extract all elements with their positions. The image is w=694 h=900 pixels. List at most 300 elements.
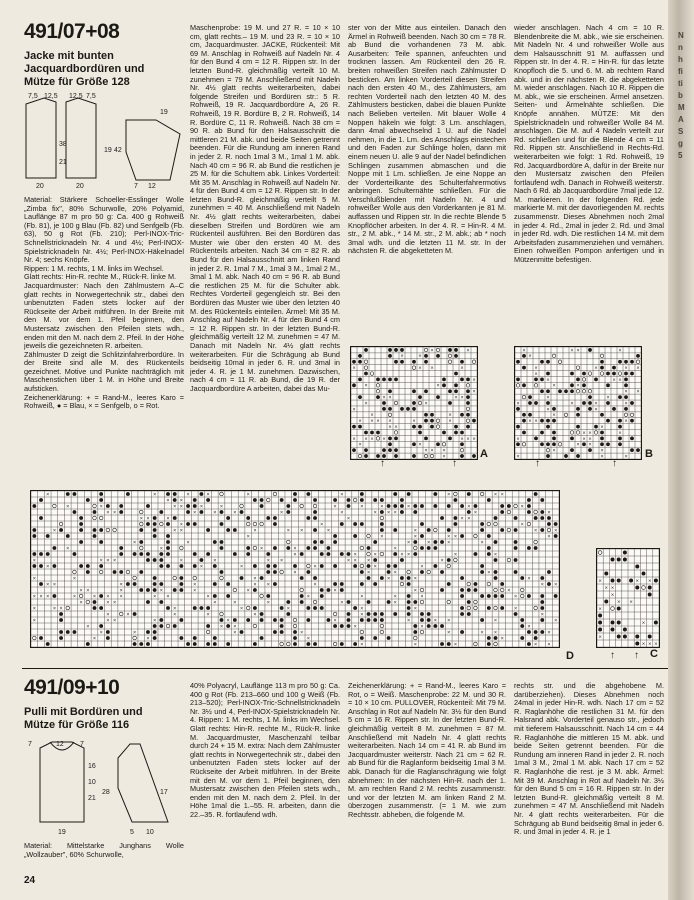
svg-text:×: × [648,578,652,585]
svg-text:×: × [340,599,344,606]
svg-text:×: × [153,491,157,498]
svg-text:×: × [253,575,257,582]
svg-text:×: × [166,593,170,600]
svg-text:×: × [382,436,386,443]
svg-text:×: × [454,394,458,401]
schematic-label: 12,5 [44,93,58,100]
svg-text:×: × [92,593,97,600]
svg-text:×: × [352,436,356,443]
svg-text:×: × [119,587,123,594]
svg-text:×: × [436,383,440,390]
pattern2-schematic [22,738,182,836]
schematic-label: 7,5 [86,93,96,100]
svg-text:×: × [186,539,190,546]
svg-text:×: × [407,539,411,546]
svg-text:×: × [527,623,531,630]
svg-text:×: × [516,436,520,443]
schematic-label: 7 [28,741,32,748]
svg-text:×: × [353,557,357,564]
chart-a-label: A [480,448,488,460]
svg-text:×: × [153,617,157,624]
svg-text:×: × [393,569,397,576]
pattern1-number: 491/07+08 [24,20,120,43]
svg-text:×: × [346,515,351,522]
svg-text:×: × [500,491,504,498]
svg-text:×: × [333,503,337,510]
schematic-label: 21 [88,795,96,802]
svg-text:×: × [654,641,658,647]
svg-text:×: × [179,557,183,564]
svg-text:×: × [293,569,297,576]
svg-text:×: × [618,377,622,384]
svg-text:×: × [52,581,56,588]
arrow-marker: ↑ [634,650,639,661]
svg-text:×: × [413,641,417,647]
svg-text:×: × [547,509,551,516]
svg-text:×: × [293,545,297,552]
svg-text:×: × [635,578,639,585]
svg-text:×: × [576,347,580,354]
jacquard-text: Jacquardmuster: Nach den Zählmustern A–C glatt rechts in Norwegertechnik str., dabei den unbenutzten Faden stets locker auf der Rückseite der Arbeit mitführen. In der Breite mit den M. vor dem 1. Pfeil beginnen, den Mustersatz zwischen den Pfeilen stets wdh., enden mit den M. nach dem 2. Pfeil. In der Höhe jeweils die gezeichneten R. arbeiten. [24,280,184,351]
svg-text:×: × [79,599,83,606]
svg-text:×: × [540,611,544,618]
pattern1-title: Jacke mit bunten Jacquardbordüren und Mütze für Größe 128 [24,50,145,88]
pattern2-column4: rechts str. und die abgehobene M. darüberziehen). Dieses Abnehmen noch 24mal in jeder Hin-R. wdh. Nach 17 cm = 52 R. Raglanhöhe die restlichen 31 M. für den Halsrand abk. Vorderteil genauso str., jedoch mit tieferem Halsausschnitt. Nach 14 cm = 44 R. Raglanhöhe die mittleren 15 M. abk. und beide Seiten getrennt beenden. Für die Rundung am inneren Rand in jeder 2. R. noch 1mal 3 M., 2mal 1 M. abk. Nach 17 cm = 52 R. Raglanhöhe die rest. je 3 M. abk. Ärmel: Mit 39 M. Anschlag in Rot auf Nadeln Nr. 3½ für den Bund 5 cm = 16 R. Rippen str. In der letzten Bund-R. gleichmäßig verteilt 8 M. zunehmen = 47 M. Anschließend mit Nadeln Nr. 4 glatt rechts weiterarbeiten. Für die Schrägung ab Bund beidseitig 8mal in jeder 6. R. und 3mal in jeder 4. R. je 1 [514,682,664,837]
svg-text:×: × [360,593,364,600]
svg-text:×: × [320,521,324,528]
svg-text:×: × [219,503,224,510]
schematic-label: 19 [160,109,168,116]
svg-text:×: × [582,436,586,443]
schematic-label: 10 [88,779,96,786]
svg-text:×: × [493,629,498,636]
svg-text:×: × [333,587,337,594]
svg-text:×: × [253,611,257,618]
schematic-label: 12,5 [69,93,83,100]
svg-text:×: × [430,347,434,354]
svg-text:×: × [266,599,270,606]
svg-text:×: × [554,527,558,534]
svg-text:×: × [507,587,511,594]
svg-text:×: × [126,611,130,618]
svg-text:×: × [106,557,110,564]
svg-text:×: × [206,611,210,618]
svg-text:×: × [388,418,392,425]
svg-text:×: × [433,617,437,624]
svg-text:×: × [112,599,117,606]
chart-a [350,346,478,460]
svg-text:×: × [618,430,622,437]
svg-text:×: × [598,634,602,641]
svg-text:×: × [420,623,424,630]
svg-text:×: × [246,491,250,498]
pattern2-material: Material: Mittelstarke Junghans Wolle „Wollzauber", 60% Schurwolle, [24,842,184,859]
svg-text:×: × [179,521,183,528]
svg-text:×: × [32,557,36,564]
chart-c [596,548,660,648]
svg-text:×: × [219,623,224,630]
svg-text:×: × [86,587,90,594]
svg-text:×: × [226,617,230,624]
svg-text:×: × [358,442,362,449]
svg-text:×: × [233,509,237,516]
svg-text:×: × [358,418,362,425]
svg-text:×: × [546,394,550,401]
svg-text:×: × [173,503,177,510]
svg-text:×: × [92,635,97,642]
svg-text:×: × [106,509,110,516]
svg-text:×: × [340,509,344,516]
svg-text:×: × [380,533,384,540]
arrow-marker: ↑ [380,458,385,469]
chart-d-label: D [566,650,574,662]
svg-text:×: × [407,617,411,624]
pattern2-title: Pulli mit Bordüren und Mütze für Größe 116 [24,706,143,731]
schematic-label: 42 [114,147,122,154]
svg-text:×: × [400,353,404,360]
svg-text:×: × [52,605,56,612]
svg-text:×: × [313,581,317,588]
svg-text:×: × [547,533,551,540]
svg-text:×: × [448,418,452,425]
svg-text:×: × [636,389,640,396]
svg-text:×: × [373,563,377,570]
schematic-label: 19 [104,147,112,154]
svg-text:×: × [286,605,290,612]
svg-text:×: × [447,491,451,498]
svg-text:×: × [534,365,538,372]
svg-text:×: × [641,641,646,647]
svg-text:×: × [480,629,484,636]
svg-text:×: × [588,436,592,443]
svg-text:×: × [472,377,476,384]
pattern1-column3: ster von der Mitte aus einteilen. Danach den Ärmel in Rohweiß beenden. Nach 30 cm = 78 R. ab Bund die vorhandenen 73 M. abk. Ausarbeiten: Teile spannen, anfeuchten und trocknen lassen. Am Rückenteil den 26 R. breiten rohweißen Streifen nach Zählmuster D besticken. Am linken Vorderteil diesen Streifen nach den ersten 40 M., des Zählmusters, am rechten Vorderteil nach den letzten 40 M. des Zählmusters besticken, dabei die blauen Punkte nach Belieben verteilen. Mit blauer Wolle 4 Noppen häkeln wie folgt: 3 Lm. anschlagen, dann 4mal abwechselnd 1 U. auf die Nadel nehmen, in die 1. Lm. des Anschlags einstechen und den Faden zur Schlinge holen, dann mit einem neuen U. alle 9 auf der Nadel befindlichen Schlingen zusammen abmaschen und die Noppe mit 1 Lm. schließen. Je eine Noppe an der Vorderteilkante des Schulterfahrermotivs anbringen. Schulternähte schließen. Für die Verschlußblenden mit Nadeln Nr. 4 und rohweißer Wolle aus den Vorderkanten je 81 M. auffassen und Rippen str. In die rechte Blende 5 Knopflöcher arbeiten. In der 4. R. = Hin-R. 4 M. str., 2 M. abk., * 14 M. str., 2 M. abk.; ab * noch 3mal wdh. und die letzten 11 M. str. In der nächsten R. die abgeketteten M. [348,24,506,256]
svg-text:×: × [246,533,250,540]
svg-text:×: × [32,593,36,600]
svg-text:×: × [380,503,384,510]
svg-text:×: × [99,503,103,510]
schematic-label: 10 [146,829,154,836]
svg-text:×: × [493,551,498,558]
svg-text:×: × [179,497,183,504]
svg-text:×: × [513,605,518,612]
svg-text:×: × [260,545,264,552]
svg-text:×: × [424,400,428,407]
svg-text:×: × [213,599,217,606]
svg-text:×: × [546,406,550,413]
svg-text:×: × [153,593,157,600]
svg-text:×: × [253,527,257,534]
svg-text:×: × [99,629,103,636]
svg-text:×: × [412,418,416,425]
svg-text:×: × [594,406,598,413]
svg-text:×: × [146,515,150,522]
svg-text:×: × [86,623,90,630]
svg-text:×: × [546,377,550,384]
svg-text:×: × [466,347,470,354]
svg-text:×: × [552,412,556,419]
svg-text:×: × [360,503,364,510]
svg-text:×: × [112,557,117,564]
section-divider [22,668,668,669]
svg-text:×: × [66,545,70,552]
svg-text:×: × [493,617,498,624]
svg-text:×: × [366,569,371,576]
svg-text:×: × [173,527,177,534]
svg-text:×: × [460,436,464,443]
svg-text:×: × [370,418,374,425]
svg-text:×: × [394,424,398,431]
svg-text:×: × [233,623,237,630]
svg-text:×: × [520,521,524,528]
svg-text:×: × [388,424,392,431]
svg-text:×: × [393,599,397,606]
schematic-label: 28 [102,789,110,796]
svg-text:×: × [173,611,177,618]
svg-text:×: × [46,593,50,600]
svg-text:×: × [386,509,391,516]
svg-text:×: × [594,365,598,372]
pattern2-number: 491/09+10 [24,676,120,699]
material-text: Material: Stärkere Schoeller-Esslinger Wolle „Zimba fix", 80% Schurwolle, 20% Polyamid, Lauflänge 87 m pro 50 g: Ca. 400 g Rohweiß (Fb. 81), je 100 g Blau (Fb. 82) und Senfgelb (Fb. 63), 50 g Rot (Fb. 210); Perl-INOX-Tric-Schnellstricknadeln Nr. 4 und 4½; Perl-INOX-Spielstricknadeln Nr. 4½; Perl-INOX-Häkelnadel Nr. 4; sechs Knöpfe. [24,196,184,265]
svg-text:×: × [447,533,451,540]
schematic-label: 19 [58,829,66,836]
svg-text:×: × [246,587,250,594]
rippen-text: Rippen: 1 M. rechts, 1 M. links im Wechsel. [24,263,164,273]
svg-text:×: × [106,593,110,600]
svg-text:×: × [393,593,397,600]
schematic-label: 7 [134,183,138,190]
svg-text:×: × [300,527,304,534]
schematic-label: 12 [56,741,64,748]
svg-text:×: × [554,617,558,624]
arrow-marker: ↑ [612,458,617,469]
svg-text:×: × [382,394,386,401]
svg-text:×: × [576,442,580,449]
svg-text:×: × [193,581,197,588]
svg-text:×: × [418,353,422,360]
svg-text:×: × [594,400,598,407]
svg-text:×: × [527,575,531,582]
svg-text:×: × [313,563,317,570]
svg-text:×: × [46,563,50,570]
svg-text:×: × [460,515,464,522]
svg-text:×: × [213,509,217,516]
svg-text:×: × [133,629,137,636]
svg-text:×: × [293,551,297,558]
svg-text:×: × [472,436,476,443]
svg-text:×: × [159,545,163,552]
svg-text:×: × [624,418,628,425]
svg-text:×: × [233,629,237,636]
svg-text:×: × [598,578,602,585]
svg-text:×: × [353,623,357,630]
svg-text:×: × [206,491,210,498]
svg-text:×: × [420,563,424,570]
svg-text:×: × [400,551,404,558]
svg-text:×: × [32,605,36,612]
svg-text:×: × [166,515,170,522]
svg-text:×: × [447,629,451,636]
svg-text:×: × [413,527,417,534]
svg-text:×: × [473,509,478,516]
svg-text:×: × [199,563,204,570]
schematic-label: 17 [160,789,168,796]
svg-text:×: × [166,497,170,504]
svg-text:×: × [493,491,498,498]
svg-text:×: × [413,605,417,612]
svg-text:×: × [520,503,524,510]
svg-text:×: × [364,400,368,407]
svg-text:×: × [448,412,452,419]
svg-text:×: × [72,575,77,582]
svg-text:×: × [480,539,484,546]
svg-text:×: × [554,581,558,588]
svg-text:×: × [617,599,621,606]
chart-d [30,490,560,648]
svg-text:×: × [624,389,628,396]
svg-text:×: × [352,406,356,413]
svg-text:×: × [466,436,470,443]
svg-text:×: × [213,557,217,564]
svg-text:×: × [413,587,417,594]
svg-text:×: × [106,599,110,606]
svg-text:×: × [648,641,652,647]
svg-text:×: × [186,491,190,498]
svg-text:×: × [624,365,628,372]
glatt-text: Glatt rechts: Hin-R. rechte M., Rück-R. linke M. [24,272,177,282]
pattern2-column3: Zeichenerklärung: + = Rand-M., leeres Karo = Rot, o = Weiß. Maschenprobe: 22 M. und 30 R. = 10 × 10 cm. PULLOVER, Rückenteil: Mit 79 M. Anschlag in Rot auf Nadeln Nr. 3½ für den Bund 5 cm = 16 R. Rippen str. In der letzten Bund-R. gleichmäßig verteilt 8 M. zunehmen = 87 M. Anschließend mit Nadeln Nr. 4 glatt rechts weiterarbeiten. Nach 14 cm = 41 R. ab Bund im Jacquardmuster weiterstr. Nach 21 cm = 62 R. ab Bund für die Raglanform beidseitig 1mal 3 M. abk. Danach für die Raglanschrägung wie folgt abnehmen: In der nächsten Hin-R. nach der 1. M. am rechten Rand 2 M. rechts zusammenstr. und vor der letzten M. am linken Rand 2 M. überzogen zusammenstr. (= 1 M. wie zum Rechtsstr. abheben, die folgende M. [348,682,506,819]
svg-text:×: × [610,592,615,599]
svg-text:×: × [424,448,428,455]
svg-text:×: × [360,611,364,618]
svg-text:×: × [39,593,43,600]
svg-text:×: × [447,617,451,624]
schematic-label: 20 [76,183,84,190]
svg-text:×: × [46,581,50,588]
svg-text:×: × [393,509,397,516]
svg-text:×: × [239,605,244,612]
svg-text:×: × [253,581,257,588]
svg-text:×: × [370,412,374,419]
svg-text:×: × [360,641,364,647]
svg-text:×: × [146,635,150,642]
svg-text:×: × [513,593,518,600]
pattern1-column4: wieder anschlagen. Nach 4 cm = 10 R. Blendenbreite die M. abk., wie sie erscheinen. Mit Nadeln Nr. 4 und rohweißer Wolle aus dem Halsausschnitt 91 M. auffassen und Rippen str. In der 4. R. = Hin-R. für das letzte Knopfloch die 5. und 6. M. ab rechtem Rand abk. und in der nächsten R. die abgeketteten M. wieder anschlagen. Nach 10 R. Rippen die M. abk., wie sie erscheinen. Ärmel ansetzen. Seiten- und Ärmelnähte schließen. Die Knöpfe annähen. MÜTZE: Mit den Spielstricknadeln und rohweißer Wolle 84 M. anschlagen. Die M. auf 4 Nadeln verteilt zur Rd. schließen und für die Blende 4 cm = 11 Rd. Rippen str. Anschließend in Rechts-Rd. weiterarbeiten wie folgt: 1 Rd. Rohweiß, 19 Rd. Jacquardbordüre A, dafür in der Breite nur den Mustersatz zwischen den Pfeilen fortlaufend wdh. Danach in Rohweiß weiterstr. Nach 6 Rd. ab Jacquardbordüre 7mal jede 12. M. markieren. In der folgenden Rd. jede markierte M. mit der davorliegenden M. rechts zusammenstr. Dieses Abnehmen noch 2mal in jeder 4. Rd., 2mal in jeder 2. Rd. und 3mal in jeder Rd. wdh. Die restlichen 14 M. mit dem Arbeitsfaden zusammenziehen und vernähen. Einen rohweißen Pompon anfertigen und in Mützenmitte befestigen. [514,24,664,265]
svg-text:×: × [534,527,538,534]
svg-text:×: × [280,557,284,564]
svg-text:×: × [376,418,380,425]
svg-text:×: × [352,365,356,372]
svg-text:×: × [636,365,640,372]
svg-text:×: × [612,377,616,384]
svg-text:×: × [430,448,434,455]
svg-text:×: × [547,629,551,636]
pattern1-column1 [24,196,184,484]
svg-text:×: × [364,383,368,390]
svg-text:×: × [447,539,451,546]
svg-text:×: × [534,371,538,378]
svg-text:×: × [133,539,137,546]
svg-text:×: × [460,394,464,401]
svg-text:×: × [388,394,392,401]
svg-text:×: × [326,527,330,534]
svg-text:×: × [570,347,574,354]
svg-text:×: × [306,635,310,642]
svg-text:×: × [467,515,471,522]
svg-text:×: × [570,400,574,407]
svg-text:×: × [606,394,610,401]
svg-text:×: × [604,585,608,592]
svg-text:×: × [32,575,36,582]
svg-text:×: × [598,606,602,613]
svg-text:×: × [430,365,434,372]
page-number: 24 [24,875,36,886]
arrow-marker: ↑ [452,458,457,469]
arrow-marker: ↑ [535,458,540,469]
svg-text:×: × [106,611,110,618]
schematic-label: 20 [36,183,44,190]
svg-text:×: × [393,545,397,552]
arrow-marker: ↑ [610,650,615,661]
schematic-label: 5 [130,829,134,836]
svg-text:×: × [179,527,183,534]
svg-text:×: × [407,503,411,510]
next-page-sliver: N n h fi ti b M A S g 5 [678,31,685,160]
svg-text:×: × [600,448,604,455]
svg-text:×: × [534,418,538,425]
schematic-label: 21 [59,159,67,166]
svg-text:×: × [79,587,83,594]
pattern2-column2: 40% Polyacryl, Lauflänge 113 m pro 50 g: Ca. 400 g Rot (Fb. 213–660 und 100 g Weiß (Fb. 213–520); Perl-INOX-Tric-Schnellstricknadeln Nr. 3½ und 4, Perl-INOX-Spielstricknadeln Nr. 4. Rippen: 1 M. rechts, 1 M. links im Wechsel. Glatt rechts: Hin-R. rechte M., Rück-R. linke M. Jacquardmuster, Maschenzahl teilbar durch 24 + 15 M. extra: Nach dem Zählmuster glatt rechts in Norwegertechnik str., dabei den unbenutzten Faden stets locker auf der Rückseite der Arbeit mitführen. In der Breite mit den M. vor dem 1. Pfeil beginnen, den Mustersatz zwischen den Pfeilen stets wdh., enden mit den M. nach dem 2. Pfeil. In der Höhe 1mal die 1.–55. R. arbeiten, dann die 22.–35. R. fortlaufend wdh. [190,682,340,819]
svg-text:×: × [206,593,210,600]
svg-text:×: × [552,448,556,455]
svg-text:×: × [333,617,337,624]
svg-text:×: × [233,599,237,606]
zaehlmuster-d-text: Zählmuster D zeigt die Schlitzinfahrerbordüre. In der Breite sind alle M. des Rückenteils gezeichnet. Motive und Punkte nachträglich mit Maschenstichen über 1 M. in Höhe und Breite aufsticken. [24,349,184,394]
svg-text:×: × [193,587,197,594]
svg-text:×: × [540,581,544,588]
chart-b-label: B [645,448,653,460]
svg-text:×: × [528,353,532,360]
svg-text:×: × [413,533,417,540]
chart-b [514,346,642,460]
svg-text:×: × [353,551,357,558]
svg-text:×: × [112,509,117,516]
svg-text:×: × [413,575,417,582]
schematic-label: 12 [148,183,156,190]
svg-text:×: × [52,527,56,534]
svg-text:×: × [487,569,491,576]
svg-text:×: × [453,533,457,540]
svg-text:×: × [641,620,646,627]
svg-text:×: × [516,453,520,459]
svg-text:×: × [522,347,526,354]
svg-text:×: × [442,448,446,455]
svg-text:×: × [582,430,586,437]
schematic-label: 16 [88,763,96,770]
svg-text:×: × [266,581,270,588]
svg-text:×: × [460,365,464,372]
svg-text:×: × [528,418,532,425]
pattern1-column2: Maschenprobe: 19 M. und 27 R. = 10 × 10 cm, glatt rechts.– 19 M. und 23 R. = 10 × 10 cm, Jacquardmuster. JACKE, Rückenteil: Mit 69 M. Anschlag in Rohweiß auf Nadeln Nr. 4 für den Bund 4 cm = 12 R. Rippen str. In der letzten Bund-R. gleichmäßig verteilt 10 M. zunehmen = 79 M. Anschließend mit Nadeln Nr. 4½ glatt rechts weiterarbeiten, dabei folgende Streifen und Bordüren str.: 5 R. Rohweiß, 19 R. Jacquardbordüre A, 26 R. Rohweiß, 19 R. Bordüre B, 2 R. Rohweiß, 14 R. Bordüre C, 11 R. Rohweiß. Nach 38 cm = 90 R. ab Bund für den Halsausschnitt die mittleren 21 M. abk. und beide Seiten getrennt beenden. Für die Rundung am inneren Rand in jeder 2. R. noch 1mal 3 M., 1mal 1 M. abk. Nach 40 cm = 96 R. ab Bund die restlichen je 25 M. für die Schultern abk. Linkes Vorderteil: Mit 35 M. Anschlag in Rohweiß auf Nadeln Nr. 4 für den Bund 4 cm = 12 R. Rippen str. In der letzten Bund-R. gleichmäßig verteilt 5 M. zunehmen = 40 M. Anschließend mit Nadeln Nr. 4½ glatt rechts weiterarbeiten, dabei dieselben Streifen und Bordüren wie am Rückenteil ausführen. Bei den Bordüren das Muster wie über den ersten 40 M. des Rückenteils arbeiten. Nach 34 cm = 82 R. ab Bund für den Halsausschnitt am linken Rand in jeder 2. R. 1mal 7 M., 1mal 3 M., 1mal 2 M., 3mal 1 M. abk. Nach 40 cm = 96 R. ab Bund die restlichen 25 M. für die Schulter abk. Rechtes Vorderteil gegengleich str. Bei den Bordüren das Muster wie über den letzten 40 M. des Rückenteils einteilen. Ärmel: Mit 35 M. Anschlag auf Nadeln Nr. 4 für den Bund 4 cm = 12 R. Rippen str. In der letzten Bund-R. gleichmäßig verteilt 12 M. zunehmen = 47 M. Danach mit Nadeln Nr. 4½ glatt rechts weiterarbeiten. Für die Schrägung ab Bund beidseitig 10mal in jeder 6. R. und 3mal in jeder 4. R. je 1 M. zunehmen. Dazwischen, nach 4 cm = 11 R. ab Bund, die 19 R. der Jacquardbordüre A arbeiten, dabei das Mu- [190,24,340,393]
pattern1-schematic [22,92,186,190]
svg-text:×: × [453,551,457,558]
svg-text:×: × [373,551,377,558]
svg-text:×: × [119,581,123,588]
svg-text:×: × [46,491,50,498]
svg-text:×: × [106,617,110,624]
